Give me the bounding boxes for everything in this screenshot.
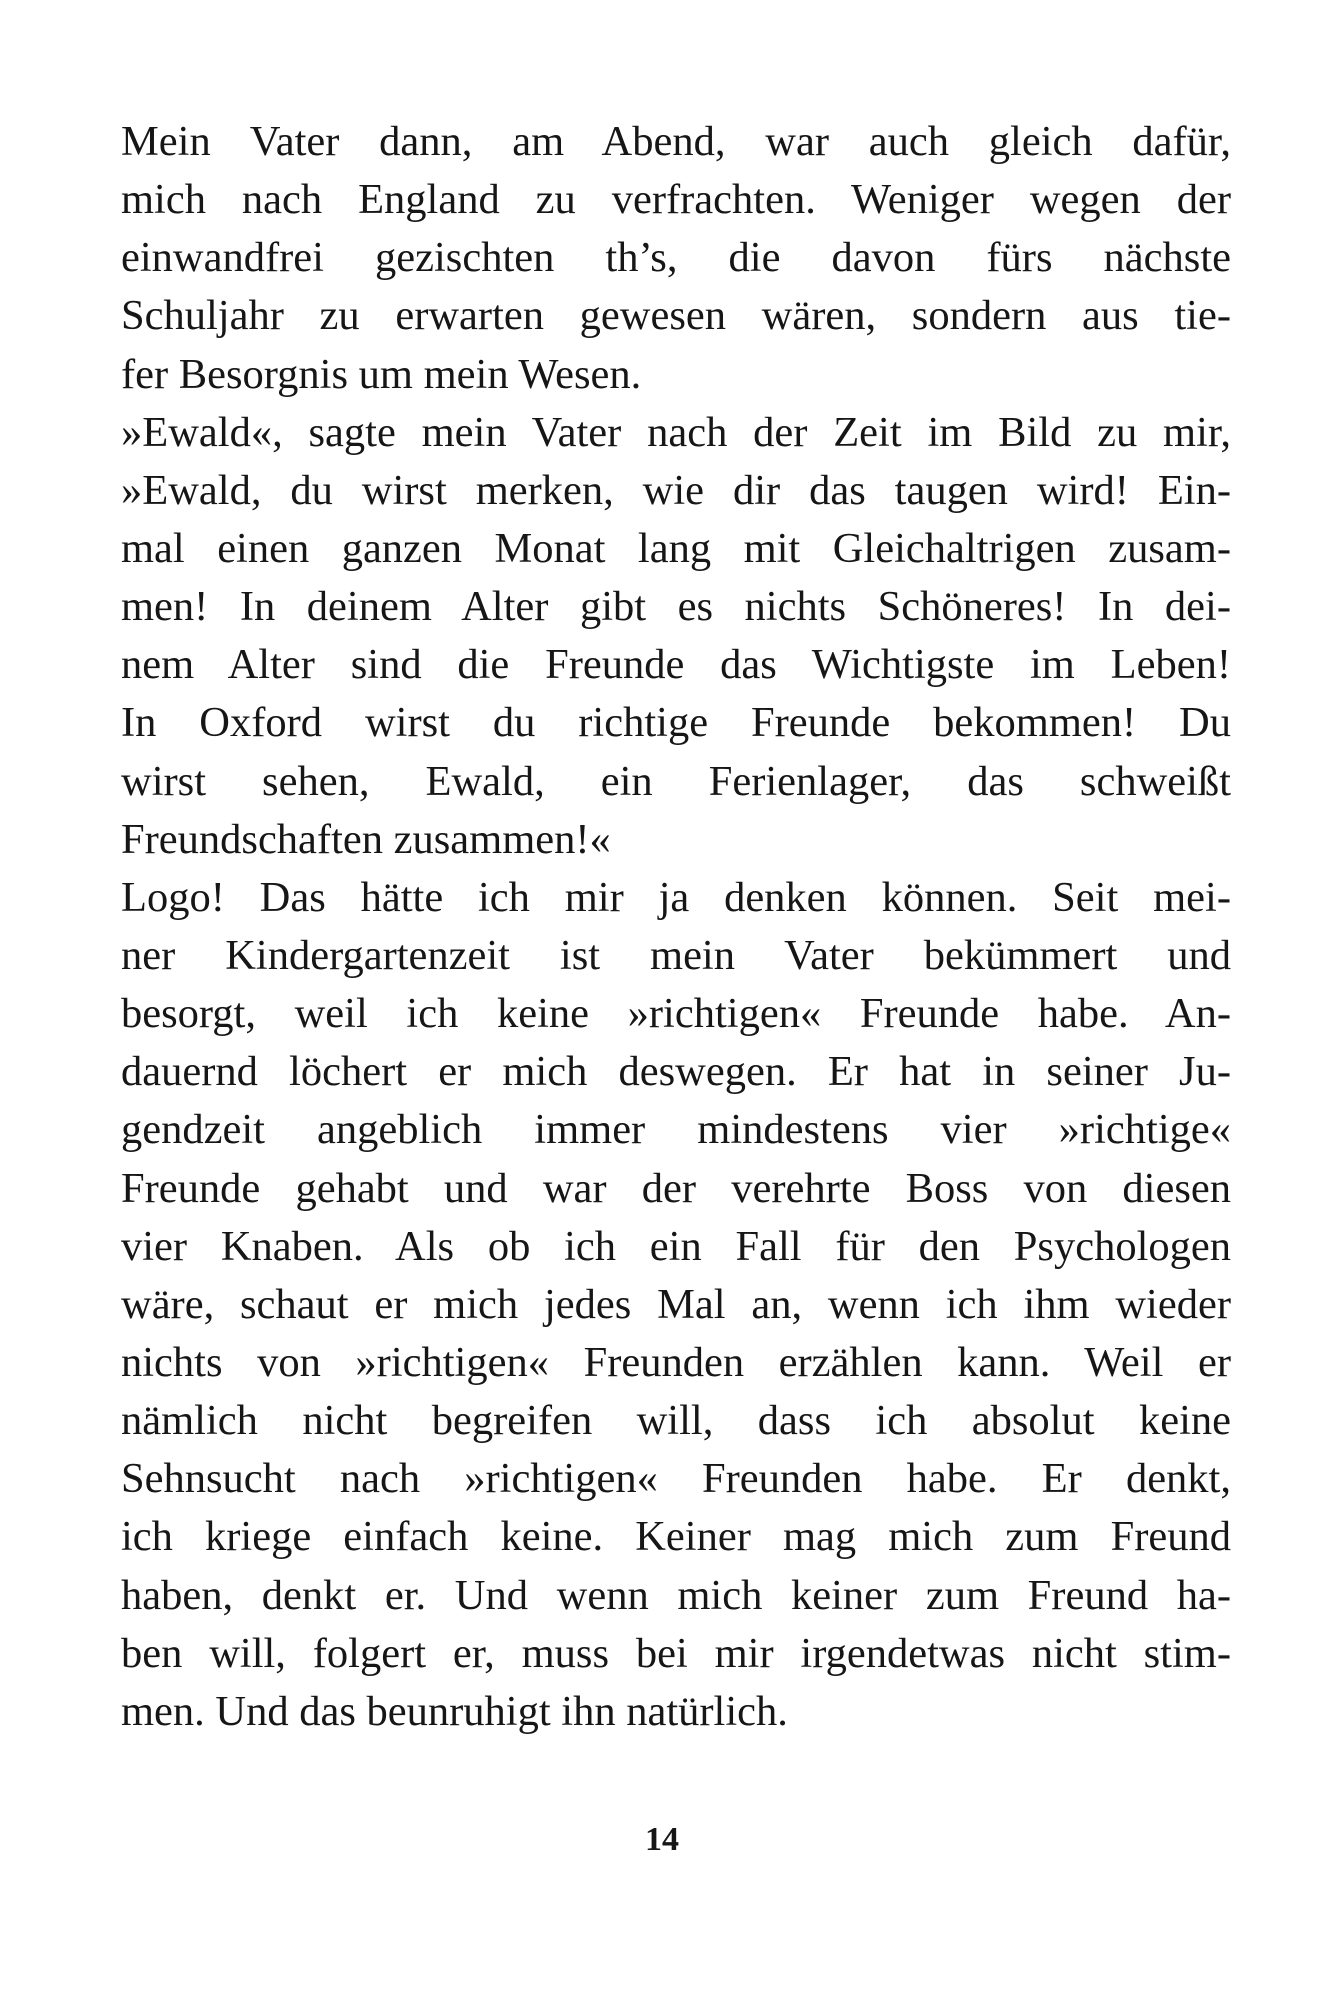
text-line: vier Knaben. Als ob ich ein Fall für den Psychologen: [121, 1222, 1231, 1270]
text-line: nem Alter sind die Freunde das Wichtigste im Leben!: [121, 641, 1231, 689]
text-line: mal einen ganzen Monat lang mit Gleichaltrigen zusam-: [121, 524, 1231, 572]
text-line: ben will, folgert er, muss bei mir irgendetwas nicht stim-: [121, 1629, 1231, 1677]
text-line: In Oxford wirst du richtige Freunde bekommen! Du: [121, 699, 1231, 747]
text-line: Freunde gehabt und war der verehrte Boss von diesen: [121, 1164, 1231, 1212]
text-line: mich nach England zu verfrachten. Weniger wegen der: [121, 176, 1231, 224]
text-line: Sehnsucht nach »richtigen« Freunden habe. Er denkt,: [121, 1455, 1231, 1503]
text-line: wäre, schaut er mich jedes Mal an, wenn ich ihm wieder: [121, 1280, 1231, 1328]
text-line: »Ewald«, sagte mein Vater nach der Zeit im Bild zu mir,: [121, 408, 1231, 456]
text-line: men! In deinem Alter gibt es nichts Schöneres! In dei-: [121, 583, 1231, 631]
text-line: gendzeit angeblich immer mindestens vier »richtige«: [121, 1106, 1231, 1154]
text-line: men. Und das beunruhigt ihn natürlich.: [121, 1687, 788, 1735]
text-line: besorgt, weil ich keine »richtigen« Freunde habe. An-: [121, 990, 1231, 1038]
text-line: nichts von »richtigen« Freunden erzählen kann. Weil er: [121, 1338, 1231, 1386]
text-line: ich kriege einfach keine. Keiner mag mich zum Freund: [121, 1513, 1231, 1561]
body-text: [121, 113, 1231, 1741]
text-line: Schuljahr zu erwarten gewesen wären, sondern aus tie-: [121, 292, 1231, 340]
page-number: 14: [645, 1821, 679, 1858]
text-line: ner Kindergartenzeit ist mein Vater bekümmert und: [121, 931, 1231, 979]
text-line: Logo! Das hätte ich mir ja denken können. Seit mei-: [121, 873, 1231, 921]
text-line: haben, denkt er. Und wenn mich keiner zum Freund ha-: [121, 1571, 1231, 1619]
text-line: Mein Vater dann, am Abend, war auch gleich dafür,: [121, 118, 1231, 165]
text-line: wirst sehen, Ewald, ein Ferienlager, das schweißt: [121, 757, 1231, 805]
text-line: fer Besorgnis um mein Wesen.: [121, 350, 642, 398]
text-line: einwandfrei gezischten th’s, die davon fürs nächste: [121, 234, 1231, 282]
text-line: Freundschaften zusammen!«: [121, 815, 611, 863]
text-line: »Ewald, du wirst merken, wie dir das taugen wird! Ein-: [121, 466, 1231, 514]
text-line: nämlich nicht begreifen will, dass ich absolut keine: [121, 1397, 1231, 1445]
text-line: dauernd löchert er mich deswegen. Er hat in seiner Ju-: [121, 1048, 1231, 1096]
